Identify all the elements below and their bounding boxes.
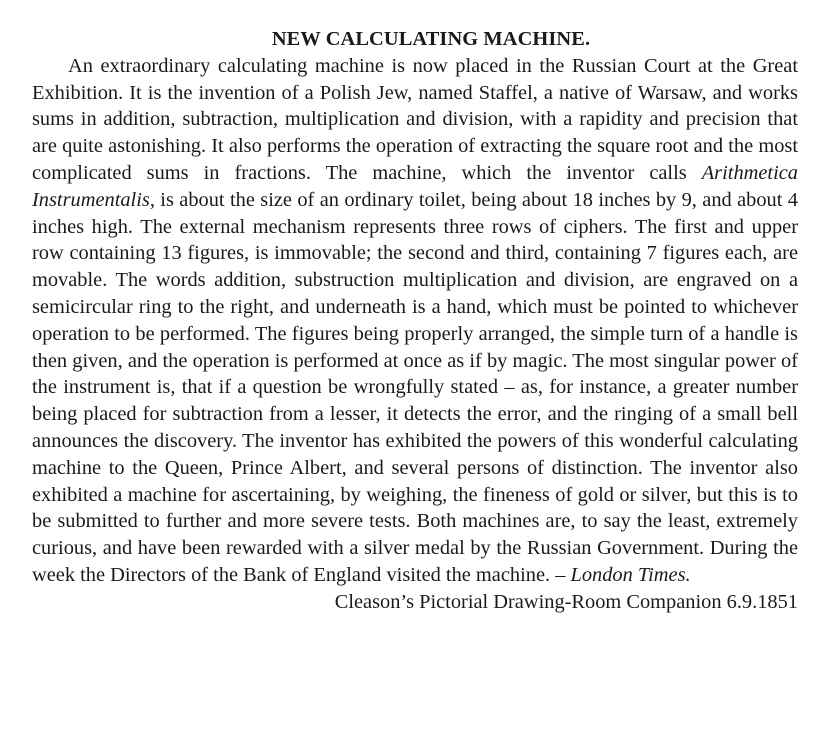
article-body	[32, 53, 798, 589]
source-citation: London Times.	[570, 563, 691, 586]
article	[32, 26, 798, 616]
attribution: Cleason’s Pictorial Drawing-Room Companion 6.9.1851	[334, 590, 798, 613]
article-title: NEW CALCULATING MACHINE.	[271, 28, 591, 50]
machine-name: Arithmetica Instrumentalis,	[32, 161, 798, 211]
article-body-part1: An extraordinary calculating machine is now placed in the Russian Court at the Great Exhibition. It is the invention of a Polish Jew, named Staffel, a native of Warsaw, and works sums in addition, subtraction, multiplication and division, with a rapidity and precision that are quite astonishing. It also performs the operation of extracting the square root and the most complicated sums in fractions. The machine, which the inventor calls	[32, 54, 798, 184]
article-body-part2: is about the size of an ordinary toilet, being about 18 inches by 9, and about 4 inches high. The external mechanism represents three rows of ciphers. The first and upper row containing 13 figures, is immovable; the second and third, containing 7 figures each, are movable. The words addition, substruction multiplication and division, are engraved on a semicircular ring to the right, and underneath is a hand, which must be pointed to whichever operation to be performed. The figures being properly arranged, the simple turn of a handle is then given, and the operation is performed at once as if by magic. The most singular power of the instrument is, that if a question be wrongfully stated – as, for instance, a greater number being placed for subtraction from a lesser, it detects the error, and the ringing of a small bell announces the discovery. The inventor has exhibited the powers of this wonderful calculating machine to the Queen, Prince Albert, and several persons of distinction. The inventor also exhibited a machine for ascertaining, by weighing, the fineness of gold or silver, but this is to be submitted to further and more severe tests. Both machines are, to say the least, extremely curious, and have been rewarded with a silver medal by the Russian Government. During the week the Directors of the Bank of England visited the machine. –	[32, 188, 798, 586]
